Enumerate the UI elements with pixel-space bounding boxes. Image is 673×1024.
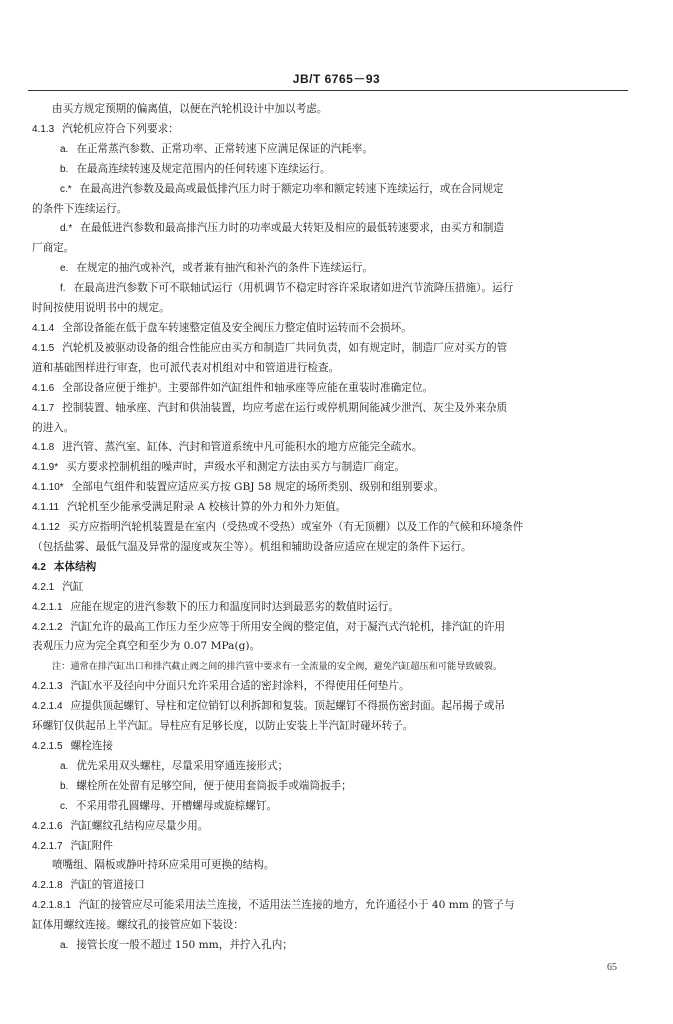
clause-number: b.	[60, 163, 69, 175]
text-line	[32, 896, 628, 916]
clause-text: 在最高进汽参数下可不联轴试运行（用机调节不稳定时容许采取诸如进汽节流降压措施）。运行	[73, 282, 514, 295]
clause-number: 4.1.11	[32, 502, 60, 514]
clause-text: 厂商定。	[32, 242, 75, 255]
clause-text: （包括盐雾、最低气温及异常的湿度或灰尘等）。机组和辅助设备应适应在规定的条件下运行。	[32, 540, 472, 553]
clause-number: e.	[60, 263, 69, 275]
text-line	[32, 478, 628, 498]
text-line	[32, 140, 628, 160]
text-line	[32, 359, 628, 379]
clause-number: c.*	[60, 183, 72, 195]
clause-number: b.	[60, 780, 69, 792]
clause-text: 不采用带孔圆螺母、开槽螺母或旋棕螺钉。	[75, 799, 278, 812]
clause-text: 在最低进汽参数和最高排汽压力时的功率或最大转矩及相应的最低转速要求，由买方和制造	[80, 222, 504, 235]
clause-text: 的条件下连续运行。	[32, 202, 128, 215]
text-line	[32, 737, 628, 757]
text-line	[32, 279, 628, 299]
clause-number: 4.2.1.5	[32, 741, 63, 752]
document-body	[32, 100, 628, 956]
text-line	[32, 538, 628, 558]
clause-text: 本体结构	[53, 560, 97, 573]
text-line	[32, 717, 628, 737]
text-line	[32, 598, 628, 618]
text-line	[32, 757, 628, 777]
clause-text: 应提供顶起螺钉、导柱和定位销钉以利拆卸和复装。顶起螺钉不得损伤密封面。起吊揭子或吊	[70, 700, 505, 713]
clause-text: 在正常蒸汽参数、正常功率、正常转速下应满足保证的汽耗率。	[76, 142, 373, 155]
clause-number: 4.2.1.1	[32, 601, 63, 613]
clause-text: 全部设备应便于维护。主要部件如汽缸组件和轴承座等应能在重装时准确定位。	[62, 381, 434, 394]
clause-text: 汽缸附件	[70, 839, 113, 852]
clause-text: 进汽管、蒸汽室、缸体、汽封和管道系统中凡可能积水的地方应能完全疏水。	[62, 441, 423, 454]
text-line	[32, 677, 628, 697]
text-line	[32, 518, 628, 538]
text-line	[32, 558, 628, 578]
clause-text: 表观压力应为完全真空和至少为 0.07 MPa(g)。	[32, 640, 261, 653]
clause-text: 汽轮机至少能承受满足附录 A 校核计算的外力和外力矩值。	[67, 501, 347, 514]
text-line	[32, 399, 628, 419]
clause-number: 4.1.9*	[32, 462, 59, 474]
text-line	[32, 438, 628, 458]
clause-number: 4.2.1.8.1	[32, 900, 71, 912]
clause-number: a.	[60, 760, 69, 772]
text-line	[32, 637, 628, 657]
clause-text: 螺栓连接	[70, 740, 113, 752]
text-line	[32, 916, 628, 936]
clause-number: 4.1.6	[32, 382, 55, 394]
text-line	[32, 120, 628, 140]
text-line	[32, 837, 628, 857]
clause-text: 全部电气组件和装置应适应买方按 GBJ 58 规定的场所类别、级别和组别要求。	[71, 481, 445, 494]
clause-text: 螺栓所在处留有足够空间，便于使用套筒扳手或端筒扳手；	[76, 779, 352, 792]
clause-text: 买方要求控制机组的噪声时，声级水平和测定方法由买方与制造厂商定。	[66, 461, 406, 474]
clause-text: 道和基础图样进行审查，也可派代表对机组对中和管道进行检查。	[32, 361, 340, 374]
text-line	[32, 259, 628, 279]
clause-number: 4.1.8	[32, 442, 55, 454]
clause-number: 4.1.4	[32, 322, 55, 334]
page-number: 65	[607, 962, 617, 973]
clause-text: 汽轮机及被驱动设备的组合性能应由买方和制造厂共同负责，如有规定时，制造厂应对买方的管	[62, 341, 508, 354]
text-line	[32, 817, 628, 837]
text-line	[32, 578, 628, 598]
clause-text: 优先采用双头螺柱，尽量采用穿通连接形式；	[76, 759, 289, 772]
text-line	[32, 319, 628, 339]
clause-text: 全部设备能在低于盘车转速整定值及安全阀压力整定值时运转而不会损坏。	[62, 321, 412, 334]
text-line	[32, 239, 628, 259]
clause-number: 4.2.1.3	[32, 681, 63, 693]
clause-text: 注：通常在排汽缸出口和排汽截止阀之间的排汽管中要求有一全流量的安全阀，避免汽缸超压和可能导致破裂。	[52, 661, 503, 673]
text-line	[32, 160, 628, 180]
clause-text: 在最高进汽参数及最高或最低排汽压力时于额定功率和额定转速下连续运行，或在合同规定	[79, 182, 504, 195]
clause-number: 4.2.1.4	[32, 701, 63, 713]
clause-text: 接管长度一般不超过 150 mm，并拧入孔内；	[76, 939, 293, 952]
clause-number: 4.1.3	[32, 123, 55, 135]
text-line	[32, 419, 628, 439]
clause-number: 4.1.12	[32, 522, 60, 534]
page-header: JB/T 6765－93	[292, 72, 381, 86]
text-line	[32, 458, 628, 478]
clause-number: 4.2.1.2	[32, 621, 63, 633]
clause-number: 4.1.5	[32, 342, 55, 354]
clause-text: 时间按使用说明书中的规定。	[32, 302, 170, 315]
text-line	[32, 219, 628, 239]
text-line	[32, 797, 628, 817]
clause-number: 4.1.7	[32, 402, 55, 414]
text-line	[32, 200, 628, 220]
clause-number: 4.2.1.7	[32, 840, 63, 852]
clause-text: 由买方规定预期的偏离值，以便在汽轮机设计中加以考虑。	[52, 103, 328, 115]
clause-number: 4.1.10*	[32, 482, 64, 494]
clause-number: 4.2.1	[32, 581, 55, 593]
clause-text: 的进入。	[32, 421, 75, 434]
clause-number: d.*	[60, 223, 73, 235]
clause-text: 汽缸的接管应尽可能采用法兰连接，不适用法兰连接的地方，允许通径小于 40 mm 的管子与	[78, 899, 515, 912]
text-line	[32, 379, 628, 399]
text-line	[32, 498, 628, 518]
clause-text: 在规定的抽汽或补汽，或者兼有抽汽和补汽的条件下连续运行。	[76, 262, 373, 275]
text-line	[32, 180, 628, 200]
clause-text: 环螺钉仅供起吊上半汽缸。导柱应有足够长度，以防止安装上半汽缸时碰坏转子。	[32, 720, 414, 733]
text-line	[32, 777, 628, 797]
clause-text: 在最高连续转速及规定范围内的任何转速下连续运行。	[76, 162, 331, 175]
text-line	[32, 339, 628, 359]
text-line	[32, 876, 628, 896]
clause-text: 汽缸水平及径向中分面只允许采用合适的密封涂料，不得使用任何垫片。	[70, 680, 410, 693]
clause-number: 4.2	[32, 561, 46, 573]
text-line	[32, 657, 628, 677]
clause-text: 汽缸允许的最高工作压力至少应等于所用安全阀的整定值，对于凝汽式汽轮机，排汽缸的许用	[70, 620, 505, 633]
text-line	[32, 100, 628, 120]
clause-number: 4.2.1.8	[32, 880, 63, 892]
clause-text: 应能在规定的进汽参数下的压力和温度同时达到最恶劣的数值时运行。	[70, 600, 399, 613]
clause-number: a.	[60, 940, 69, 952]
text-line	[32, 618, 628, 638]
clause-text: 汽缸螺纹孔结构应尽量少用。	[70, 819, 209, 832]
clause-text: 买方应指明汽轮机装置是在室内（受热或不受热）或室外（有无顶棚）以及工作的气候和环境条件	[67, 521, 524, 534]
text-line	[32, 856, 628, 876]
text-line	[32, 697, 628, 717]
text-line	[32, 299, 628, 319]
clause-text: 汽缸	[62, 580, 84, 593]
clause-number: 4.2.1.6	[32, 820, 63, 832]
clause-text: 汽缸的管道接口	[70, 879, 145, 892]
clause-number: c.	[60, 800, 68, 812]
clause-text: 缸体用螺纹连接。螺纹孔的接管应如下装设：	[32, 919, 244, 932]
text-line	[32, 936, 628, 956]
header-rule	[28, 90, 628, 91]
clause-number: f.	[60, 283, 66, 295]
clause-text: 汽轮机应符合下列要求：	[62, 122, 179, 135]
clause-text: 控制装置、轴承座、汽封和供油装置，均应考虑在运行或停机期间能减少泄汽、灰尘及外来杂质	[62, 401, 508, 414]
clause-number: a.	[60, 143, 69, 155]
clause-text: 喷嘴组、隔板或静叶持环应采用可更换的结构。	[52, 859, 275, 872]
